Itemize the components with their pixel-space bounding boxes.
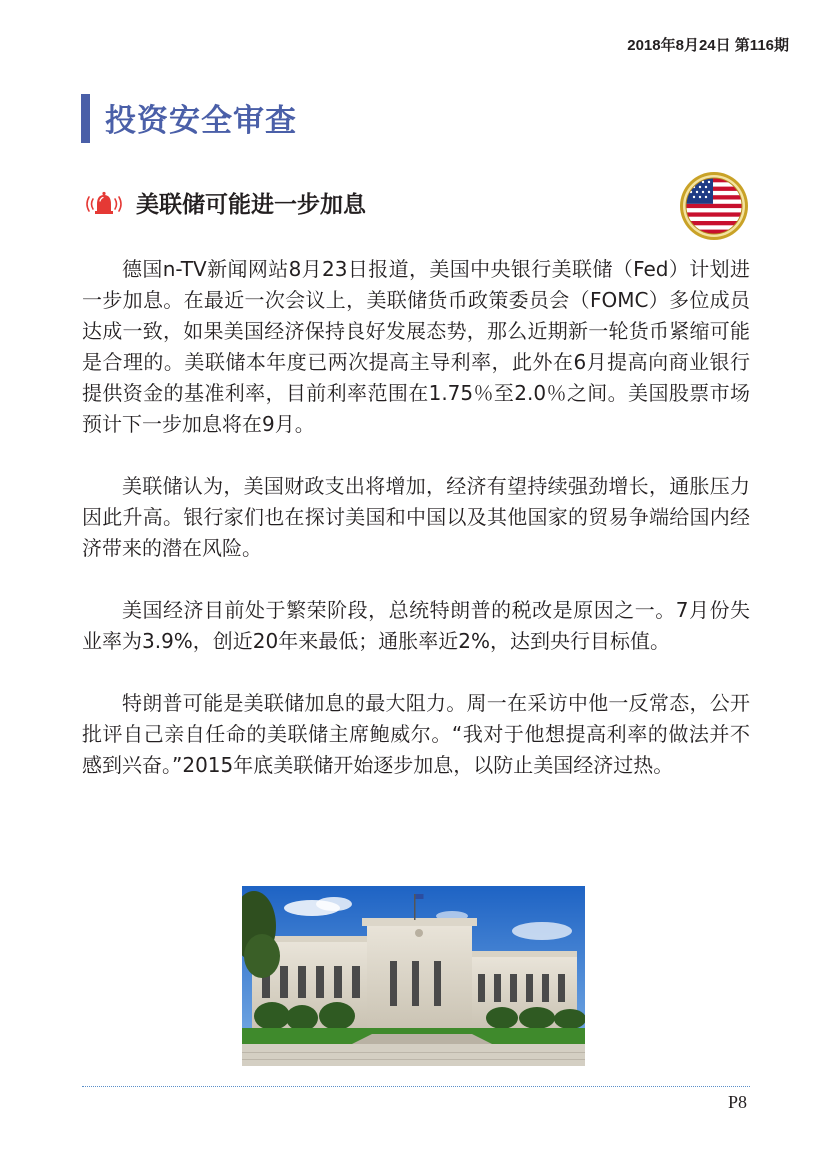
article-paragraph: 美国经济目前处于繁荣阶段，总统特朗普的税改是原因之一。7月份失业率为3.9%，创近20年来最低；通胀率近2%，达到央行目标值。 — [82, 598, 750, 653]
page-number: P8 — [727, 1092, 747, 1112]
us-flag-badge-icon — [679, 171, 749, 241]
article-paragraph: 特朗普可能是美联储加息的最大阻力。周一在采访中他一反常态，公开批评自己亲自任命的美联储主席鲍威尔。“我对于他想提高利率的做法并不感到兴奋。”2015年底美联储开始逐步加息，以防止美国经济过热。 — [82, 691, 750, 777]
section-accent-bar — [81, 94, 90, 143]
article-body — [82, 254, 750, 812]
section-title: 投资安全审查 — [105, 103, 297, 139]
footer-divider — [82, 1086, 750, 1087]
alarm-bell-icon — [82, 189, 126, 219]
article-paragraph: 德国n-TV新闻网站8月23日报道，美国中央银行美联储（Fed）计划进一步加息。在最近一次会议上，美联储货币政策委员会（FOMC）多位成员达成一致，如果美国经济保持良好发展态势，那么近期新一轮货币紧缩可能是合理的。美联储本年度已两次提高主导利率，此外在6月提高向商业银行提供资金的基准利率，目前利率范围在1.75％至2.0％之间。美国股票市场预计下一步加息将在9月。 — [82, 257, 750, 436]
article-title: 美联储可能进一步加息 — [136, 192, 366, 218]
issue-date: 2018年8月24日 第116期 — [627, 37, 789, 54]
article-paragraph: 美联储认为，美国财政支出将增加，经济有望持续强劲增长，通胀压力因此升高。银行家们也在探讨美国和中国以及其他国家的贸易争端给国内经济带来的潜在风险。 — [82, 474, 750, 560]
federal-reserve-building-photo — [242, 886, 585, 1066]
